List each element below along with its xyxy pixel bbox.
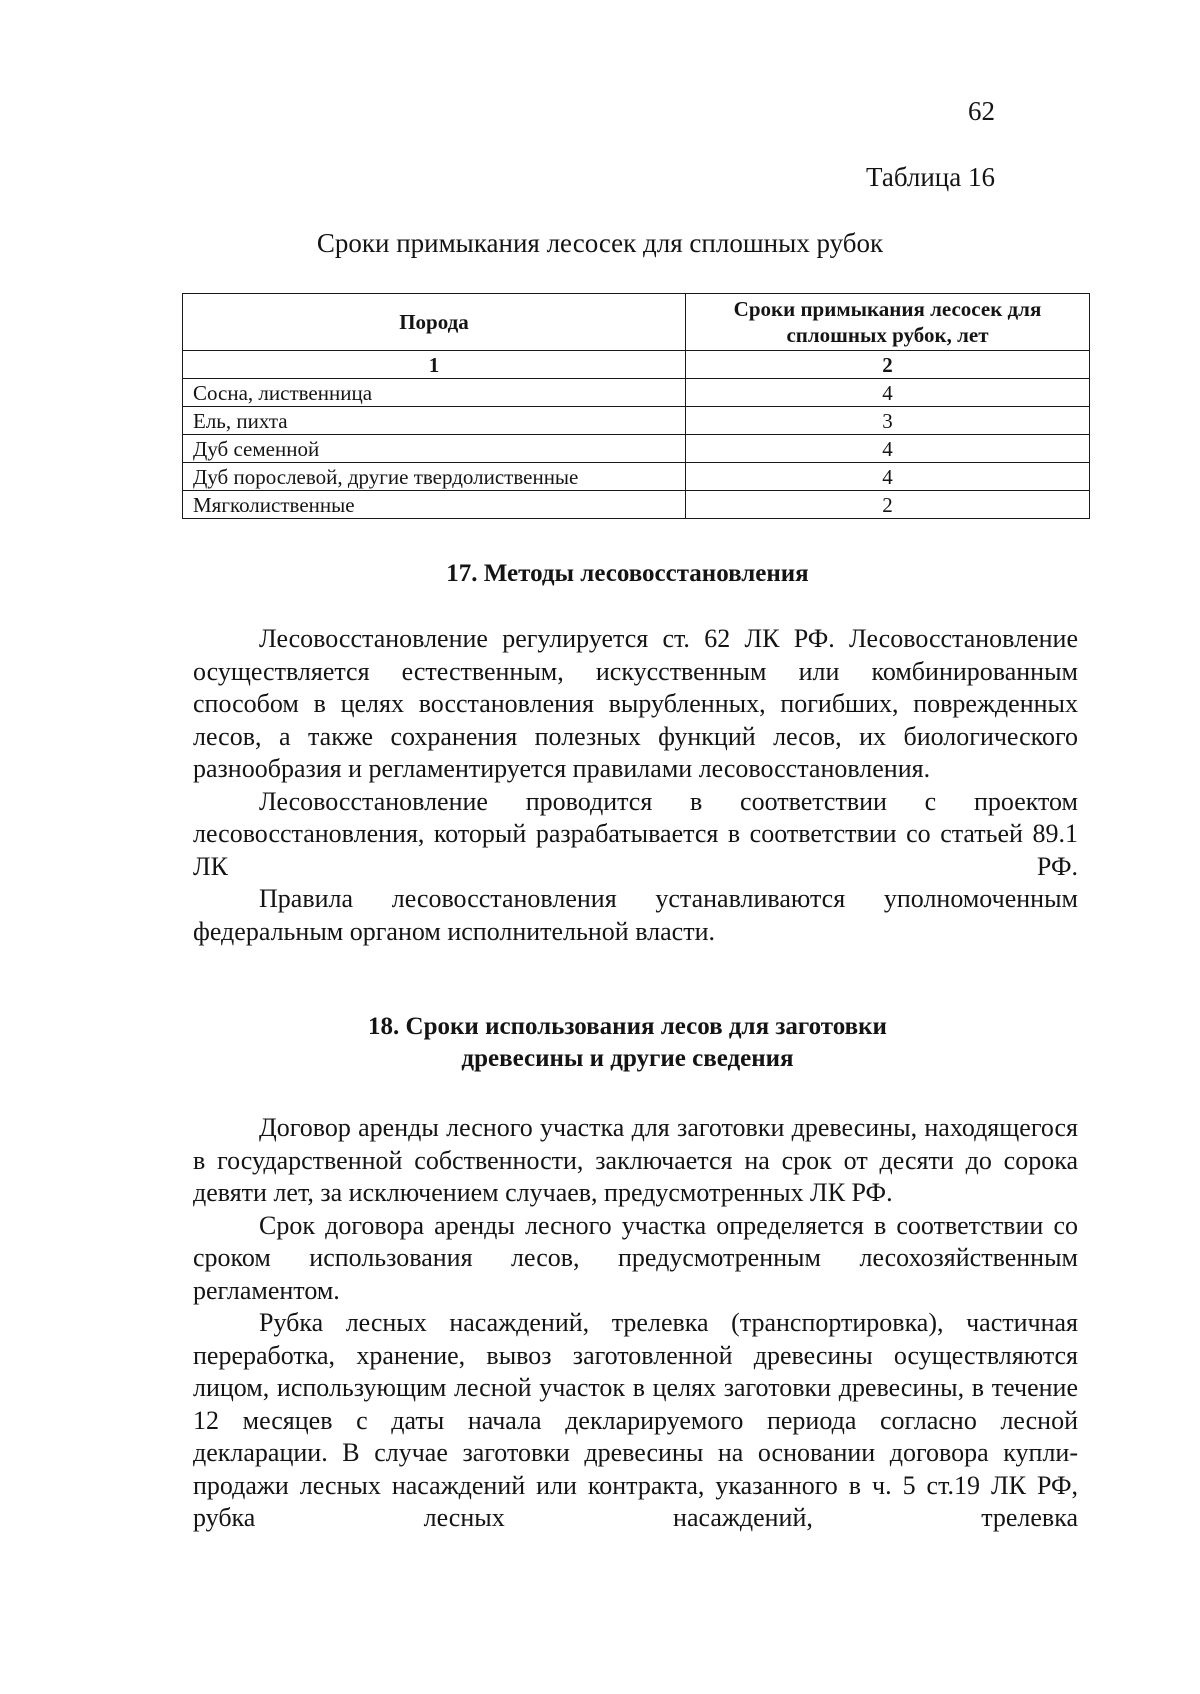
paragraph: Договор аренды лесного участка для заготовки древесины, находящегося в государственной собственности, заключается на срок от десяти до сорока девяти лет, за исключением случаев, предусмотренных ЛК РФ. (193, 1113, 1078, 1207)
section-17-heading: 17. Методы лесовосстановления (446, 560, 809, 587)
years-cell: 4 (686, 379, 1090, 407)
species-cell: Дуб порослевой, другие твердолиственные (183, 463, 686, 491)
section-18-heading (180, 1011, 1075, 1075)
paragraph: Лесовосстановление проводится в соответствии с проектом лесовосстановления, который разрабатывается в соответствии со статьей 89.1 ЛК РФ. (193, 786, 1078, 881)
table-label: Таблица 16 (866, 162, 995, 192)
years-cell: 2 (686, 491, 1090, 519)
years-cell: 4 (686, 463, 1090, 491)
table-title: Сроки примыкания лесосек для сплошных рубок (316, 228, 884, 258)
table-row (183, 407, 1090, 435)
header-species: Порода (183, 294, 686, 351)
section-18-heading-line2: древесины и другие сведения (461, 1045, 794, 1072)
years-cell: 4 (686, 435, 1090, 463)
paragraph: Правила лесовосстановления устанавливаются уполномоченным федеральным органом исполнительной власти. (193, 884, 1078, 946)
species-cell: Ель, пихта (183, 407, 686, 435)
paragraph: Срок договора аренды лесного участка определяется в соответствии со сроком использования лесов, предусмотренным лесохозяйственным регламентом. (193, 1210, 1078, 1305)
table-header-row (183, 294, 1090, 351)
years-cell: 3 (686, 407, 1090, 435)
table-row (183, 491, 1090, 519)
table-row (183, 379, 1090, 407)
header-adjacency-years: Сроки примыкания лесосек для сплошных рубок, лет (686, 294, 1090, 351)
paragraph: Лесовосстановление регулируется ст. 62 ЛК РФ. Лесовосстановление осуществляется естественным, искусственным или комбинированным способом в целях восстановления вырубленных, погибших, поврежденных лесов, а также сохранения полезных функций лесов, их биологического разнообразия и регламентируется правилами лесовосстановления. (193, 624, 1078, 783)
species-cell: Сосна, лиственница (183, 379, 686, 407)
section-18-body (193, 1112, 1078, 1535)
page-number: 62 (968, 96, 995, 126)
table-row (183, 463, 1090, 491)
column-number: 1 (183, 351, 686, 379)
section-17-body (193, 623, 1078, 948)
species-cell: Дуб семенной (183, 435, 686, 463)
column-number: 2 (686, 351, 1090, 379)
column-number-row (183, 351, 1090, 379)
section-18-heading-line1: 18. Сроки использования лесов для заготовки (368, 1013, 887, 1040)
table-row (183, 435, 1090, 463)
species-cell: Мягколиственные (183, 491, 686, 519)
paragraph: Рубка лесных насаждений, трелевка (транспортировка), частичная переработка, хранение, вывоз заготовленной древесины осуществляются лицом, использующим лесной участок в целях заготовки древесины, в течение 12 месяцев с даты начала декларируемого периода согласно лесной декларации. В случае заготовки древесины на основании договора купли-продажи лесных насаждений или контракта, указанного в ч. 5 ст.19 ЛК РФ, рубка лесных насаждений, трелевка (193, 1308, 1078, 1532)
felling-adjacency-table (182, 293, 1090, 519)
